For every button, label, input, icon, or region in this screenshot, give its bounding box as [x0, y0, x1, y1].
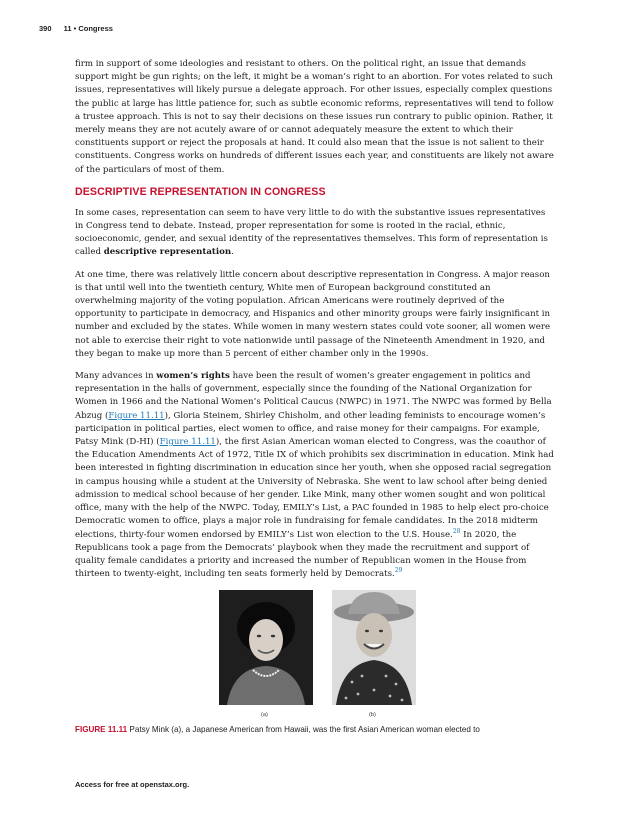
- section-heading: DESCRIPTIVE REPRESENTATION IN CONGRESS: [75, 185, 326, 198]
- figure-link[interactable]: Figure 11.11: [159, 437, 216, 448]
- paragraph-womens-rights: [75, 370, 555, 581]
- caption-text: Patsy Mink (a), a Japanese American from Hawaii, was the first Asian American woman elected to: [127, 725, 480, 735]
- page-footer: Access for free at openstax.org.: [75, 780, 190, 789]
- figure-label-a: (a): [261, 712, 268, 719]
- footnote-ref[interactable]: 28: [452, 527, 461, 535]
- figure-label-b: (b): [369, 712, 376, 719]
- paragraph-descriptive-intro: [75, 207, 555, 260]
- text-run: .: [231, 247, 234, 258]
- paragraph-continued: firm in support of some ideologies and resistant to others. On the political right, an issue that demands support might be gun rights; on the left, it might be a woman’s right to an abortion. For votes related to such issues, representatives will likely pursue a delegate approach. For other issues, especially complex questions the public at large has little patience for, such as subtle economic reforms, representatives will tend to follow a trustee approach. This is not to say their decisions on these issues run contrary to public opinion. Rather, it merely means they are not acutely aware of or cannot adequately measure the extent to which their constituents support or reject the proposals at hand. It could also mean that the issue is not salient to their constituents. Congress works on hundreds of different issues each year, and constituents are likely not aware of the particulars of most of them.: [75, 59, 554, 175]
- page-content: [75, 58, 555, 745]
- paragraph-history: At one time, there was relatively little concern about descriptive representation in Congress. A major reason is that until well into the twentieth century, White men of European background constituted an overwhelming majority of the voting population. African Americans were routinely deprived of the opportunity to participate in democracy, and Hispanics and other minority groups were fairly insignificant in number and excluded by the states. While women in many western states could vote sooner, all women were not able to exercise their right to vote nationwide until passage of the Nineteenth Amendment in 1920, and they began to make up more than 5 percent of either chamber only in the 1990s.: [75, 269, 551, 359]
- key-term: women’s rights: [156, 371, 230, 382]
- figure-number: FIGURE 11.11: [75, 725, 128, 735]
- text-run: Many advances in: [75, 371, 157, 382]
- chapter-title: 11 • Congress: [63, 24, 113, 33]
- key-term: descriptive representation: [103, 247, 232, 258]
- photo-patsy-mink: [219, 590, 313, 705]
- photo-bella-abzug: [332, 590, 416, 705]
- text-run: In 2020, the Republicans took a page from the Democrats’ playbook when they made the recruitment and support of quality female candidates a priority and increased the number of Republican women in the House from thirteen to twenty-eight, including ten seats formerly held by Democrats.: [75, 529, 530, 580]
- text-run: ), the first Asian American woman elected to Congress, was the coauthor of the Education Amendments Act of 1972, Title IX of which prohibits sex discrimination in education. Mink had been interested in fighting discrimination in education since her youth, when she opposed racial segregation in campus housing while a student at the University of Nebraska. She went to law school after being denied admission to medical school because of her gender. Like Mink, many other women sought and won political office, many with the help of the NWPC. Today, EMILY’s List, a PAC founded in 1985 to help elect pro-choice Democratic women to office, plays a major role in fundraising for female candidates. In the 2018 midterm elections, thirty-four women endorsed by EMILY’s List won election to the U.S. House.: [75, 437, 554, 540]
- figure-link[interactable]: Figure 11.11: [108, 410, 165, 421]
- text-run: have been the result of women’s greater engagement in politics and representation in the halls of government, especially since the founding of the National Organization for Women in 1966 and the National Women’s Political Caucus (NWPC) in 1971. The NWPC was formed by Bella Abzug (: [75, 371, 552, 421]
- figure-caption: [75, 724, 555, 736]
- text-run: ), Gloria Steinem, Shirley Chisholm, and other leading feminists to encourage women’s participation in political parties, elect women to office, and raise money for their campaigns. For example, Patsy Mink (D-HI) (: [75, 410, 546, 448]
- footnote-ref[interactable]: 29: [394, 567, 403, 575]
- figure-photos: [75, 590, 555, 724]
- text-run: In some cases, representation can seem to have very little to do with the substantive issues representatives in Congress tend to debate. Instead, proper representation for some is rooted in the racial, ethnic, socioeconomic, gender, and sexual identity of the representatives themselves. This form of representation is called: [75, 207, 548, 258]
- page-number: 390: [39, 24, 52, 33]
- running-header: [39, 24, 113, 33]
